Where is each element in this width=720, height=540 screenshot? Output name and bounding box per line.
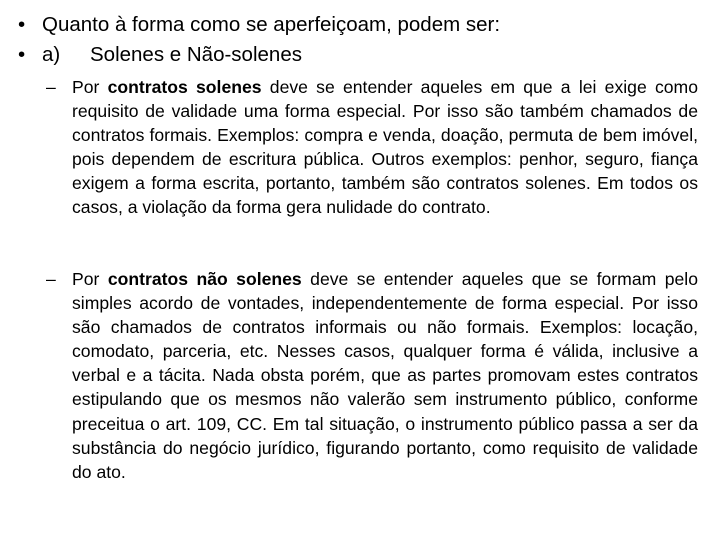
- subitem-contratos-solenes: [46, 75, 698, 220]
- subitem-body: deve se entender aqueles que se formam pelo simples acordo de vontades, independentemente de forma especial. Por isso são chamados de contratos informais ou não formais. Exemplos: locação, comodato, parceria, etc. Nesses casos, qualquer forma é válida, inclusive a verbal e a tácita. Nada obsta porém, que as partes promovam estes contratos estipulando que os mesmos não valerão sem instrumento público, conforme preceitua o art. 109, CC. Em tal situação, o instrumento público passa a ser da substância do negócio jurídico, figurando portanto, como requisito de validade do ato.: [72, 269, 698, 482]
- bullet-text: Solenes e Não-solenes: [90, 43, 302, 66]
- bullet-item-forma: [18, 12, 500, 38]
- bullet-item-solenes: [18, 42, 302, 68]
- subitem-contratos-nao-solenes: [46, 267, 698, 484]
- subitem-term: contratos não solenes: [107, 269, 302, 289]
- subitem-body: deve se entender aqueles em que a lei exige como requisito de validade uma forma especial. Por isso são também chamados de contratos formais. Exemplos: compra e venda, doação, permuta de bem imóvel, pois dependem de escritura pública. Outros exemplos: penhor, seguro, fiança exigem a forma escrita, portanto, também são contratos solenes. Em todos os casos, a violação da forma gera nulidade do contrato.: [72, 77, 698, 218]
- subitem-pre: Por: [72, 77, 108, 97]
- dash-marker: –: [46, 77, 56, 97]
- bullet-marker: •: [18, 13, 26, 36]
- subitem-term: contratos solenes: [107, 77, 262, 97]
- bullet-label: a): [42, 43, 61, 66]
- dash-marker: –: [46, 269, 56, 289]
- bullet-marker: •: [18, 43, 26, 66]
- subitem-pre: Por: [72, 269, 108, 289]
- bullet-text: Quanto à forma como se aperfeiçoam, podem ser:: [42, 13, 501, 36]
